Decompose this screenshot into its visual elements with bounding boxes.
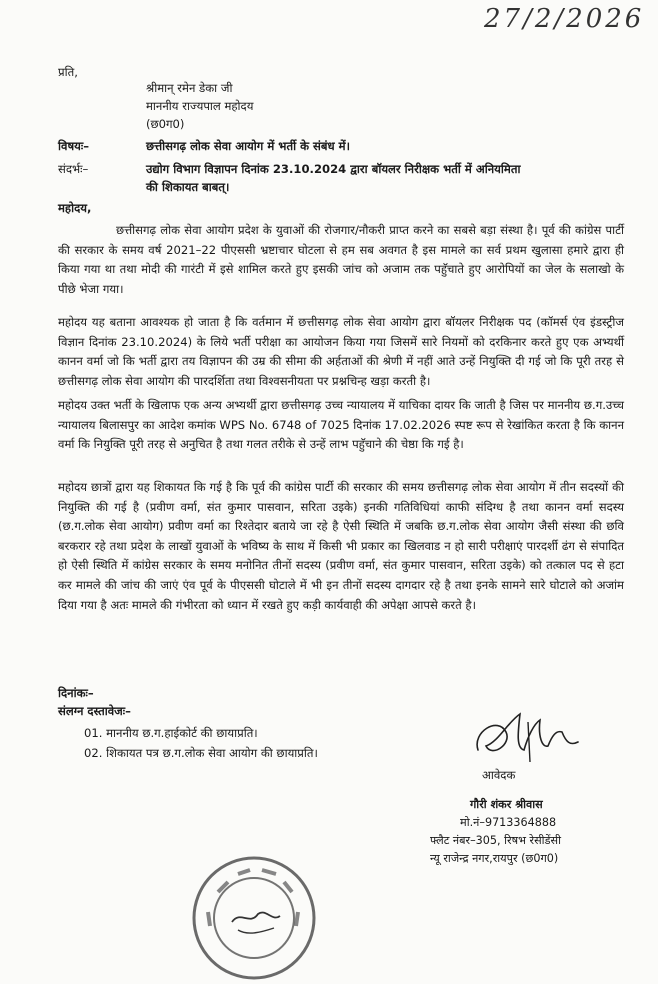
- applicant-role: आवेदक: [482, 768, 516, 782]
- addressee-name: श्रीमान् रमेन डेका जी: [146, 81, 233, 95]
- enclosure-item-2: 02. शिकायत पत्र छ.ग.लोक सेवा आयोग की छायाप्रति।: [84, 746, 318, 760]
- subject-label: विषयः–: [58, 139, 90, 153]
- signatory-block: [430, 796, 561, 868]
- reference-label: संदर्भः–: [58, 162, 89, 176]
- reference-line-2: की शिकायत बाबत्।: [146, 180, 230, 194]
- signature: [468, 702, 588, 772]
- date-label: दिनांकः–: [58, 686, 94, 700]
- salutation: महोदय,: [58, 201, 92, 215]
- addressee-title: माननीय राज्यपाल महोदय: [146, 99, 254, 113]
- reference-line-1: उद्योग विभाग विज्ञापन दिनांक 23.10.2024 द्वारा बॉयलर निरीक्षक भर्ती में अनियमिता: [146, 162, 521, 176]
- signatory-address-line-2: न्यू राजेन्द्र नगर,रायपुर (छ0ग0): [430, 852, 559, 865]
- paragraph-1: छत्तीसगढ़ लोक सेवा आयोग प्रदेश के युवाओं की रोजगार/नौकरी प्राप्त करने का सबसे बड़ा संस्था है। पूर्व की कांग्रेस पार्टी की सरकार के समय वर्ष 2021–22 पीएससी भ्रष्टाचार घोटला से हम सब अवगत है इस मामले का सर्व प्रथम खुलासा हमारे द्वारा ही किया गया था तथा मोदी की गारंटी में इसे शामिल करते हुए इसकी जांच को अजाम तक पहुॅचाते हुए आरोपियों का जेल के सलाखो के पीछे भेजा गया।: [58, 223, 624, 296]
- signatory-name: गौरी शंकर श्रीवास: [470, 798, 543, 811]
- addressee-state: (छ0ग0): [146, 117, 185, 131]
- subject-text: छत्तीसगढ़ लोक सेवा आयोग में भर्ती के संबंध में।: [146, 139, 350, 153]
- to-label: प्रति,: [58, 65, 78, 79]
- paragraph-3: महोदय उक्त भर्ती के खिलाफ एक अन्य अभ्यर्थी द्वारा छत्तीसगढ़ उच्च न्यायालय में याचिका दायर कि जाती है जिस पर माननीय छ.ग.उच्च न्यायालय बिलासपुर का आदेश कमांक WPS No. 6748 of 7025 दिनांक 17.02.2026 स्पष्ट रूप से रेखांकित करता है कि कानन वर्मा कि नियुक्ति पूरी तरह से अनुचित है तथा गलत तरीके से उन्हें लाभ पहुॅचाने की चेष्ठा कि गई है।: [58, 398, 624, 452]
- paragraph-2: महोदय यह बताना आवश्यक हो जाता है कि वर्तमान में छत्तीसगढ़ लोक सेवा आयोग द्वारा बॉयलर निरीक्षक पद (कॉमर्स एंव इंडस्ट्रीज विज्ञान दिनांक 23.10.2024) के लिये भर्ती परीक्षा का आयोजन किया गया जिसमें सारे नियमों को दरकिनार करते हुए एक अभ्यर्थी कानन वर्मा जो कि भर्ती द्वारा तय विज्ञापन की उम्र की सीमा की अर्हताओं की श्रेणी में नहीं आते उन्हें नियुक्ति दी गई जो कि पूरी तरह से छत्तीसगढ़ लोक सेवा आयोग की पारदर्शिता तथा विश्वसनीयता पर प्रश्नचिन्ह खड़ा करती है।: [58, 315, 624, 388]
- enclosure-item-1: 01. माननीय छ.ग.हाईकोर्ट की छायाप्रति।: [84, 726, 258, 740]
- handwritten-date: 27/2/2026: [484, 4, 645, 34]
- enclosures-label: संलग्न दस्तावेजः–: [58, 704, 131, 718]
- office-stamp: [188, 852, 320, 984]
- signatory-address-line-1: फ्लैट नंबर–305, रिषभ रेसीडेंसी: [430, 834, 561, 847]
- paragraph-4: महोदय छात्रों द्वारा यह शिकायत कि गई है कि पूर्व की कांग्रेस पार्टी की सरकार की समय छत्तीसगढ़ लोक सेवा आयोग में तीन सदस्यों की नियुक्ति की गई है (प्रवीण वर्मा, संत कुमार पासवान, सरिता उइके) इनकी गतिविधियां काफी संदिग्ध है तथा कानन वर्मा सदस्य (छ.ग.लोक सेवा आयोग) प्रवीण वर्मा का रिश्तेदार बताये जा रहे है ऐसी स्थिति में जबकि छ.ग.लोक सेवा आयोग जैसी संस्था की छवि बरकरार रहे तथा प्रदेश के लाखों युवाओं के भविष्य के साथ में किसी भी प्रकार का खिलवाड न हो सारी परीक्षाएं पारदर्शी ढंग से संपादित हो ऐसी स्थिति में कांग्रेस सरकार के समय मनोनित तीनों सदस्य (प्रवीण वर्मा, संत कुमार पासवान, सरिता उइके) को तत्काल पद से हटा कर मामले की जांच की जाएं एंव पूर्व के पीएससी घोटाले में भी इन तीनों सदस्य दागदार रहे है तथा इनके सामने सारे घोटाले को अजांम दिया गया है अतः मामले की गंभीरता को ध्यान में रखते हुए कड़ी कार्यवाही की अपेक्षा आपसे करते है।: [58, 480, 624, 612]
- signatory-mobile: मो.नं–9713364888: [460, 816, 557, 829]
